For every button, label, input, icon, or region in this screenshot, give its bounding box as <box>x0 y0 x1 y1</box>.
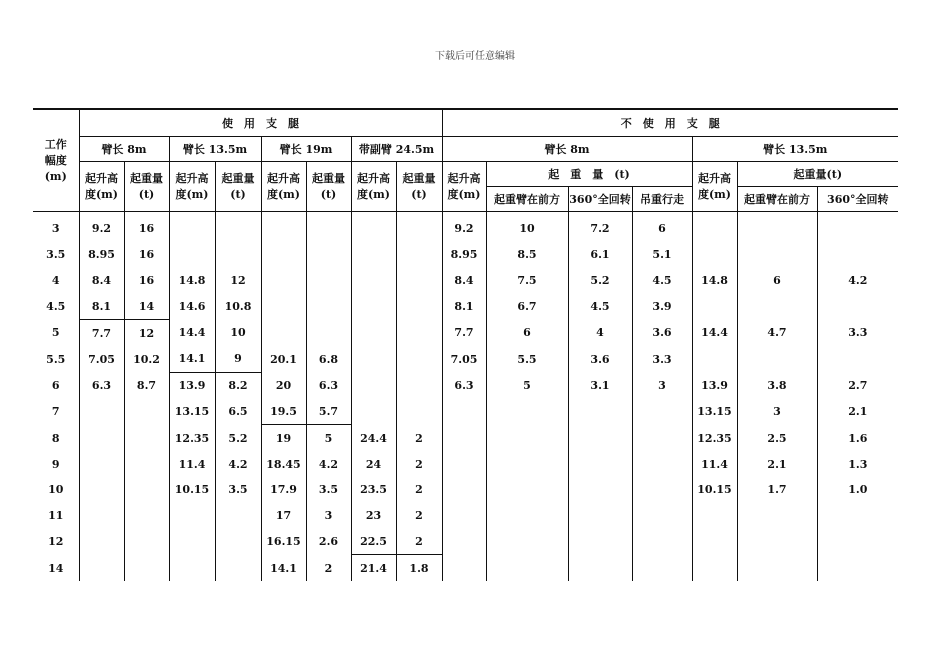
table-body <box>33 212 898 582</box>
table-cell <box>306 293 351 319</box>
table-cell <box>124 399 169 425</box>
table-cell: 3.3 <box>632 346 692 372</box>
lift-height-l1: 起升高 <box>175 171 209 185</box>
radius-cell: 5 <box>33 320 79 346</box>
table-cell: 8.1 <box>79 293 124 319</box>
table-cell: 4.5 <box>632 268 692 294</box>
table-cell <box>568 503 632 529</box>
lift-height-l2: 度(m) <box>447 187 481 201</box>
table-cell <box>632 503 692 529</box>
table-cell: 20 <box>261 372 306 398</box>
table-cell: 2.5 <box>737 425 817 451</box>
table-cell <box>79 503 124 529</box>
capacity-l2: (t) <box>411 187 427 201</box>
table-cell <box>692 503 737 529</box>
table-cell: 16.15 <box>261 529 306 555</box>
table-cell: 23 <box>351 503 396 529</box>
table-cell <box>817 212 898 242</box>
table-cell <box>351 372 396 398</box>
table-cell <box>169 529 215 555</box>
radius-cell: 5.5 <box>33 346 79 372</box>
table-cell: 8.5 <box>486 242 568 268</box>
capacity-group-header-b: 起重量(t) <box>737 162 898 187</box>
radius-cell: 9 <box>33 451 79 477</box>
table-cell <box>442 477 486 503</box>
lift-height-l2: 度(m) <box>697 187 732 201</box>
table-cell <box>351 320 396 346</box>
table-cell: 8.2 <box>215 372 261 398</box>
table-cell: 8.4 <box>442 268 486 294</box>
table-cell: 2.6 <box>306 529 351 555</box>
lift-height-header-1 <box>79 162 124 212</box>
table-cell: 7.2 <box>568 212 632 242</box>
lift-height-header-3 <box>261 162 306 212</box>
capacity-header-2 <box>215 162 261 212</box>
table-cell: 10.2 <box>124 346 169 372</box>
table-cell: 18.45 <box>261 451 306 477</box>
table-cell <box>568 425 632 451</box>
table-cell: 12 <box>215 268 261 294</box>
table-cell: 6 <box>737 268 817 294</box>
radius-header-line2: 幅度 <box>44 153 67 167</box>
table-cell: 5.5 <box>486 346 568 372</box>
table-row <box>33 320 898 346</box>
table-cell: 2.7 <box>817 372 898 398</box>
table-cell: 21.4 <box>351 555 396 581</box>
table-row <box>33 529 898 555</box>
table-cell: 1.3 <box>817 451 898 477</box>
table-cell <box>351 293 396 319</box>
capacity-header-3 <box>306 162 351 212</box>
table-cell <box>817 346 898 372</box>
table-cell: 6.1 <box>568 242 632 268</box>
table-cell <box>351 346 396 372</box>
table-row <box>33 293 898 319</box>
table-cell: 5.2 <box>215 425 261 451</box>
table-cell <box>215 242 261 268</box>
table-cell <box>737 555 817 581</box>
boom-19m-header: 臂长 19m <box>261 137 351 162</box>
table-cell: 1.6 <box>817 425 898 451</box>
table-cell: 6.3 <box>306 372 351 398</box>
table-row <box>33 268 898 294</box>
table-cell: 3 <box>306 503 351 529</box>
table-cell: 19 <box>261 425 306 451</box>
table-cell <box>486 529 568 555</box>
lift-height-header-2 <box>169 162 215 212</box>
table-cell <box>632 451 692 477</box>
table-cell <box>737 212 817 242</box>
radius-cell: 8 <box>33 425 79 451</box>
table-cell <box>79 555 124 581</box>
table-cell: 3.9 <box>632 293 692 319</box>
table-cell <box>817 529 898 555</box>
page-header-note: 下载后可任意编辑 <box>435 51 515 62</box>
table-cell <box>351 212 396 242</box>
table-cell: 4.2 <box>817 268 898 294</box>
table-cell <box>632 555 692 581</box>
table-cell <box>306 268 351 294</box>
boom-13-5m-header: 臂长 13.5m <box>169 137 261 162</box>
boom-8m-header: 臂长 8m <box>79 137 169 162</box>
table-cell <box>396 320 442 346</box>
slew360-header: 360°全回转 <box>568 187 632 212</box>
table-cell <box>737 346 817 372</box>
table-cell <box>215 529 261 555</box>
table-cell: 6 <box>632 212 692 242</box>
capacity-l2: (t) <box>230 187 246 201</box>
crane-load-table-container <box>33 108 898 575</box>
table-cell: 7.05 <box>442 346 486 372</box>
table-cell <box>817 555 898 581</box>
table-cell: 3.5 <box>215 477 261 503</box>
table-cell <box>79 529 124 555</box>
table-cell: 10 <box>215 320 261 346</box>
table-cell <box>351 399 396 425</box>
table-cell <box>351 268 396 294</box>
lift-height-l1: 起升高 <box>698 171 731 185</box>
table-cell <box>396 212 442 242</box>
table-cell: 5.7 <box>306 399 351 425</box>
table-cell: 8.95 <box>79 242 124 268</box>
table-cell <box>632 477 692 503</box>
lift-height-l1: 起升高 <box>357 171 390 185</box>
front-header: 起重臂在前方 <box>486 187 568 212</box>
capacity-group-header: 起 重 量 (t) <box>486 162 692 187</box>
table-cell: 11.4 <box>692 451 737 477</box>
table-cell <box>306 212 351 242</box>
table-cell: 4.7 <box>737 320 817 346</box>
table-cell <box>79 425 124 451</box>
table-header <box>33 109 898 212</box>
table-cell <box>486 555 568 581</box>
table-cell <box>169 242 215 268</box>
table-cell <box>124 555 169 581</box>
table-cell: 8.7 <box>124 372 169 398</box>
table-cell <box>737 503 817 529</box>
table-cell <box>124 451 169 477</box>
table-cell: 5 <box>486 372 568 398</box>
table-cell: 3.5 <box>306 477 351 503</box>
table-cell: 3 <box>737 399 817 425</box>
table-cell <box>442 399 486 425</box>
table-cell: 6.8 <box>306 346 351 372</box>
front-header-b: 起重臂在前方 <box>737 187 817 212</box>
radius-header-line3: (m) <box>44 169 67 183</box>
table-cell <box>261 320 306 346</box>
table-cell <box>215 212 261 242</box>
table-cell: 2 <box>396 529 442 555</box>
table-cell: 13.15 <box>169 399 215 425</box>
without-outriggers-header: 不 使 用 支 腿 <box>442 109 898 137</box>
table-cell: 14.6 <box>169 293 215 319</box>
lift-height-l1: 起升高 <box>85 171 118 185</box>
table-cell <box>261 242 306 268</box>
lift-height-header-5 <box>442 162 486 212</box>
table-cell <box>817 293 898 319</box>
table-cell: 23.5 <box>351 477 396 503</box>
table-cell <box>261 293 306 319</box>
table-row <box>33 477 898 503</box>
table-cell <box>568 451 632 477</box>
table-cell <box>486 477 568 503</box>
boom-8m-no-outrigger-header: 臂长 8m <box>442 137 692 162</box>
lift-height-l1: 起升高 <box>447 171 481 185</box>
table-cell: 6.5 <box>215 399 261 425</box>
table-row <box>33 346 898 372</box>
table-cell: 10.8 <box>215 293 261 319</box>
table-cell: 10.15 <box>169 477 215 503</box>
table-cell: 14.4 <box>169 320 215 346</box>
table-cell: 11.4 <box>169 451 215 477</box>
table-cell <box>169 555 215 581</box>
table-cell <box>442 529 486 555</box>
table-cell: 22.5 <box>351 529 396 555</box>
table-cell <box>396 399 442 425</box>
table-cell <box>568 399 632 425</box>
table-cell: 2.1 <box>817 399 898 425</box>
table-cell <box>124 503 169 529</box>
table-cell: 13.15 <box>692 399 737 425</box>
table-row <box>33 212 898 242</box>
radius-cell: 4.5 <box>33 293 79 319</box>
table-cell <box>79 451 124 477</box>
table-cell: 3.3 <box>817 320 898 346</box>
capacity-l1: 起重量 <box>221 171 255 185</box>
crane-load-table <box>33 108 898 581</box>
table-cell <box>442 425 486 451</box>
table-cell: 3.6 <box>632 320 692 346</box>
table-cell: 5.2 <box>568 268 632 294</box>
table-row <box>33 399 898 425</box>
capacity-l1: 起重量 <box>402 171 436 185</box>
table-cell: 1.8 <box>396 555 442 581</box>
table-cell: 2 <box>396 425 442 451</box>
table-cell <box>486 451 568 477</box>
table-cell <box>692 293 737 319</box>
table-cell <box>396 293 442 319</box>
capacity-l2: (t) <box>320 187 337 201</box>
table-cell: 12.35 <box>692 425 737 451</box>
travel-header: 吊重行走 <box>632 187 692 212</box>
table-cell: 2 <box>396 503 442 529</box>
slew360-header-b: 360°全回转 <box>817 187 898 212</box>
table-cell: 12 <box>124 320 169 346</box>
table-cell: 12.35 <box>169 425 215 451</box>
lift-height-l2: 度(m) <box>84 187 119 201</box>
lift-height-l2: 度(m) <box>266 187 301 201</box>
table-cell <box>737 529 817 555</box>
table-cell <box>79 477 124 503</box>
table-cell <box>215 555 261 581</box>
table-cell: 16 <box>124 212 169 242</box>
table-row <box>33 555 898 581</box>
table-cell: 4.2 <box>306 451 351 477</box>
table-cell: 3.8 <box>737 372 817 398</box>
table-cell: 14.4 <box>692 320 737 346</box>
radius-cell: 11 <box>33 503 79 529</box>
table-cell <box>568 529 632 555</box>
table-cell: 14 <box>124 293 169 319</box>
capacity-l2: (t) <box>138 187 155 201</box>
table-cell: 6.3 <box>442 372 486 398</box>
table-cell: 6.7 <box>486 293 568 319</box>
table-cell <box>169 212 215 242</box>
table-cell: 16 <box>124 268 169 294</box>
table-cell: 8.1 <box>442 293 486 319</box>
table-cell <box>124 477 169 503</box>
table-cell <box>692 555 737 581</box>
table-cell <box>632 529 692 555</box>
table-cell: 5.1 <box>632 242 692 268</box>
table-cell <box>486 399 568 425</box>
table-cell: 1.7 <box>737 477 817 503</box>
table-row <box>33 372 898 398</box>
table-cell: 9 <box>215 346 261 372</box>
table-cell: 14.8 <box>169 268 215 294</box>
capacity-header-4 <box>396 162 442 212</box>
lift-height-l1: 起升高 <box>267 171 300 185</box>
table-cell <box>396 268 442 294</box>
table-cell: 4.2 <box>215 451 261 477</box>
radius-cell: 3.5 <box>33 242 79 268</box>
table-cell <box>568 477 632 503</box>
radius-header <box>33 109 79 212</box>
table-cell: 2 <box>396 477 442 503</box>
table-cell <box>351 242 396 268</box>
table-cell <box>692 529 737 555</box>
with-outriggers-header: 使 用 支 腿 <box>79 109 442 137</box>
radius-cell: 10 <box>33 477 79 503</box>
table-cell: 13.9 <box>692 372 737 398</box>
radius-cell: 14 <box>33 555 79 581</box>
table-cell: 9.2 <box>442 212 486 242</box>
table-row <box>33 425 898 451</box>
table-cell: 3.6 <box>568 346 632 372</box>
table-cell <box>261 212 306 242</box>
capacity-l1: 起重量 <box>130 171 163 185</box>
table-cell <box>442 503 486 529</box>
table-cell <box>632 399 692 425</box>
boom-jib-header: 带副臂 24.5m <box>351 137 442 162</box>
table-cell: 24 <box>351 451 396 477</box>
table-cell: 8.95 <box>442 242 486 268</box>
radius-cell: 4 <box>33 268 79 294</box>
table-row <box>33 503 898 529</box>
table-cell <box>396 372 442 398</box>
table-cell: 1.0 <box>817 477 898 503</box>
table-cell <box>692 242 737 268</box>
table-cell <box>692 212 737 242</box>
table-cell <box>306 242 351 268</box>
table-cell: 10 <box>486 212 568 242</box>
table-cell: 19.5 <box>261 399 306 425</box>
table-cell <box>817 503 898 529</box>
table-cell <box>568 555 632 581</box>
table-cell: 5 <box>306 425 351 451</box>
lift-height-header-4 <box>351 162 396 212</box>
table-cell: 4 <box>568 320 632 346</box>
capacity-l1: 起重量 <box>312 171 345 185</box>
table-cell: 14.8 <box>692 268 737 294</box>
table-cell: 17.9 <box>261 477 306 503</box>
table-cell <box>215 503 261 529</box>
table-cell: 6.3 <box>79 372 124 398</box>
table-cell <box>169 503 215 529</box>
table-cell: 2 <box>396 451 442 477</box>
table-cell <box>692 346 737 372</box>
lift-height-l2: 度(m) <box>356 187 391 201</box>
table-cell <box>124 425 169 451</box>
table-cell: 24.4 <box>351 425 396 451</box>
table-cell: 13.9 <box>169 372 215 398</box>
radius-cell: 6 <box>33 372 79 398</box>
table-cell: 10.15 <box>692 477 737 503</box>
table-cell: 7.05 <box>79 346 124 372</box>
table-cell <box>632 425 692 451</box>
table-cell: 14.1 <box>169 346 215 372</box>
table-cell <box>486 425 568 451</box>
table-cell <box>396 242 442 268</box>
table-cell: 9.2 <box>79 212 124 242</box>
lift-height-header-6 <box>692 162 737 212</box>
table-cell <box>79 399 124 425</box>
table-cell: 2 <box>306 555 351 581</box>
table-cell <box>442 555 486 581</box>
table-cell: 3.1 <box>568 372 632 398</box>
radius-cell: 12 <box>33 529 79 555</box>
table-cell: 3 <box>632 372 692 398</box>
table-cell <box>396 346 442 372</box>
table-cell: 20.1 <box>261 346 306 372</box>
table-cell: 4.5 <box>568 293 632 319</box>
table-cell: 2.1 <box>737 451 817 477</box>
capacity-header-1 <box>124 162 169 212</box>
table-cell: 7.5 <box>486 268 568 294</box>
radius-cell: 3 <box>33 212 79 242</box>
table-cell: 6 <box>486 320 568 346</box>
boom-13-5m-no-outrigger-header: 臂长 13.5m <box>692 137 898 162</box>
radius-header-line1: 工作 <box>44 137 67 151</box>
table-cell <box>737 242 817 268</box>
table-row <box>33 451 898 477</box>
table-cell <box>817 242 898 268</box>
lift-height-l2: 度(m) <box>175 187 209 201</box>
table-cell: 16 <box>124 242 169 268</box>
radius-cell: 7 <box>33 399 79 425</box>
table-cell <box>261 268 306 294</box>
table-cell: 8.4 <box>79 268 124 294</box>
table-cell: 14.1 <box>261 555 306 581</box>
table-cell <box>124 529 169 555</box>
table-cell <box>486 503 568 529</box>
table-cell <box>306 320 351 346</box>
table-cell: 7.7 <box>442 320 486 346</box>
table-row <box>33 242 898 268</box>
table-cell <box>737 293 817 319</box>
table-cell <box>442 451 486 477</box>
table-cell: 17 <box>261 503 306 529</box>
table-cell: 7.7 <box>79 320 124 346</box>
